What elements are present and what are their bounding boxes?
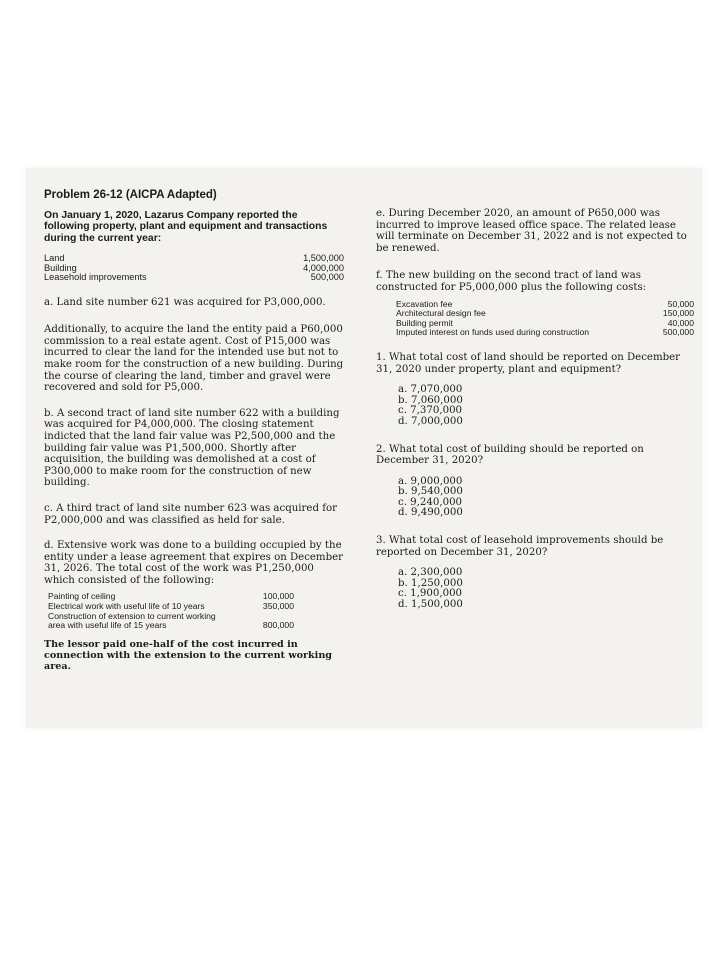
choice: a. 2,300,000: [398, 567, 463, 579]
left-column: [44, 190, 344, 672]
transaction-a: a. Land site number 621 was acquired for P3,000,000.: [44, 296, 326, 308]
transaction-d-note: The lessor paid one-half of the cost incurred in connection with the extension to the current working area.: [44, 638, 333, 672]
choice: b. 9,540,000: [398, 486, 463, 498]
schedule-row: [44, 273, 344, 282]
transaction-d-schedule: [48, 592, 344, 630]
schedule-label: Construction of extension to current working area with useful life of 15 years: [48, 610, 216, 631]
question-2: 2. What total cost of building should be reported on December 31, 2020?: [376, 443, 644, 467]
question-3-choices: [376, 568, 694, 610]
choice: d. 9,490,000: [398, 507, 463, 519]
right-column: [376, 208, 694, 627]
schedule-label: Architectural design fee: [396, 308, 486, 319]
transaction-c: c. A third tract of land site number 623 was acquired for P2,000,000 and was classified as held for sale.: [44, 502, 337, 526]
schedule-label: Painting of ceiling: [48, 591, 116, 602]
question-1-choices: [376, 385, 694, 427]
choice: b. 7,060,000: [398, 394, 463, 406]
transaction-e: e. During December 2020, an amount of P650,000 was incurred to improve leased office space. The related lease will terminate on December 31, 2022 and is not expected to be renewed.: [376, 208, 687, 254]
transaction-d: d. Extensive work was done to a building occupied by the entity under a lease agreement that expires on December 31, 2026. The total cost of the work was P1,250,000 which consisted of the following:: [44, 540, 344, 586]
question-2-choices: [376, 477, 694, 519]
transaction-f-schedule: [396, 300, 694, 338]
schedule-amount: 350,000: [262, 601, 294, 612]
schedule-label: Electrical work with useful life of 10 years: [48, 601, 205, 612]
choice: c. 9,240,000: [398, 496, 463, 508]
choice: c. 1,900,000: [398, 588, 463, 600]
choice: b. 1,250,000: [398, 577, 463, 589]
choice: d. 7,000,000: [398, 415, 463, 427]
schedule-amount: 150,000: [662, 308, 694, 319]
schedule-amount: 1,500,000: [303, 253, 344, 264]
transaction-b: b. A second tract of land site number 622 with a building was acquired for P4,000,000. The closing statement indicted that the land fair value was P2,500,000 and the building fair value was P1,500,000. Shortly after acquisition, the building was demolished at a cost of P300,000 to make room for the construction of new building.: [44, 407, 340, 489]
transaction-a-additional: Additionally, to acquire the land the entity paid a P60,000 commission to a real estate agent. Cost of P15,000 was incurred to clear the land for the intended use but not to make room for the construction of a new building. During the course of clearing the land, timber and gravel were recovered and sold for P5,000.: [44, 324, 344, 394]
schedule-row: [48, 612, 344, 631]
problem-intro: On January 1, 2020, Lazarus Company reported the following property, plant and equipment and transactions during the current year:: [44, 209, 328, 244]
schedule-amount: 4,000,000: [303, 262, 344, 273]
schedule-row: [44, 254, 344, 263]
schedule-row: [396, 328, 694, 338]
schedule-amount: 100,000: [262, 591, 294, 602]
schedule-label: Leasehold improvements: [44, 272, 147, 283]
schedule-label: Building permit: [396, 317, 453, 328]
initial-balances-schedule: [44, 254, 344, 282]
choice: a. 7,070,000: [398, 384, 463, 396]
choice: d. 1,500,000: [398, 599, 463, 611]
problem-title: Problem 26-12 (AICPA Adapted): [44, 189, 217, 201]
schedule-amount: 800,000: [262, 620, 294, 631]
schedule-amount: 40,000: [667, 317, 694, 328]
choice: c. 7,370,000: [398, 405, 463, 417]
schedule-label: Building: [44, 262, 77, 273]
choice: a. 9,000,000: [398, 475, 463, 487]
schedule-label: Excavation fee: [396, 298, 453, 309]
transaction-f: f. The new building on the second tract of land was constructed for P5,000,000 plus the following costs:: [376, 270, 647, 293]
schedule-amount: 50,000: [667, 298, 694, 309]
schedule-label: Land: [44, 253, 65, 264]
schedule-amount: 500,000: [310, 272, 344, 283]
question-1: 1. What total cost of land should be reported on December 31, 2020 under property, plant and equipment?: [376, 351, 681, 375]
schedule-label: Imputed interest on funds used during construction: [396, 327, 589, 338]
question-3: 3. What total cost of leasehold improvements should be reported on December 31, 2020?: [376, 535, 664, 558]
schedule-amount: 500,000: [662, 327, 694, 338]
